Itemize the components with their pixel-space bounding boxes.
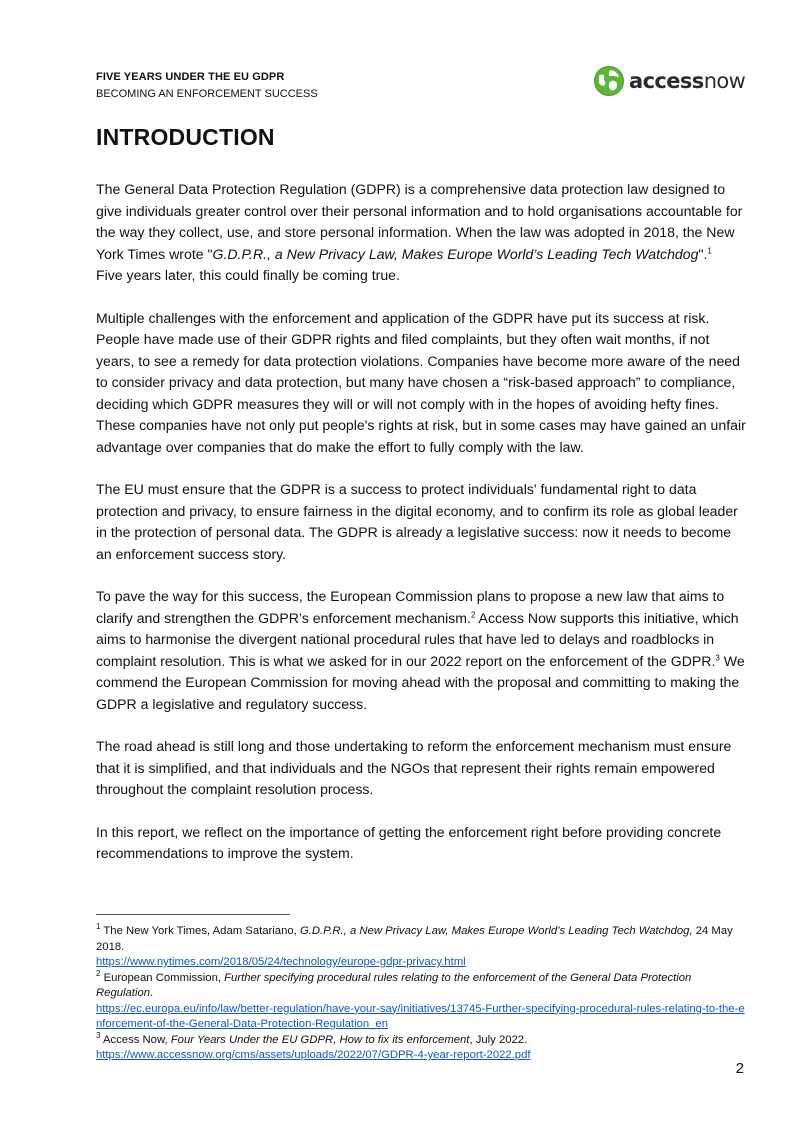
logo-wordmark xyxy=(629,69,745,93)
paragraph-2: Multiple challenges with the enforcement and application of the GDPR have put its success at risk. People have made use of their GDPR rights and filed complaints, but they often wait months, if not years, to see a remedy for data protection violations. Companies have become more aware of the need to consider privacy and data protection, but many have chosen a “risk-based approach” to compliance, deciding which GDPR measures they will or will not comply with in the hopes of avoiding hefty fines. These companies have not only put people's rights at risk, but in some cases may have gained an unfair advantage over companies that do make the effort to fully comply with the law. xyxy=(96,309,746,455)
paragraph-6: In this report, we reflect on the importance of getting the enforcement right before providing concrete recommendations to improve the system. xyxy=(96,823,722,861)
body-text xyxy=(96,179,746,886)
header-subtitle: BECOMING AN ENFORCEMENT SUCCESS xyxy=(96,88,318,100)
footnotes xyxy=(96,924,746,1064)
footnote-2: $^2$ European Commission, Further specifying procedural rules relating to the enforcement of the General Data Protection Regulation. https://ec.europa.eu/info/law/better-regulation/have-your-say/initiatives/13745-Further-specifying-procedural-rules-relating-to-the-enforcement-of-the-General-Data-Protection-Regulation_en xyxy=(96,968,745,1030)
page-title: INTRODUCTION xyxy=(96,124,275,150)
footnote-link-2[interactable]: https://ec.europa.eu/info/law/better-regulation/have-your-say/initiatives/13745-Further-specifying-procedural-rules-relating-to-the-enforcement-of-the-General-Data-Protection-Regulation_en xyxy=(96,1002,745,1030)
accessnow-logo xyxy=(593,63,753,99)
logo-text-bold: access xyxy=(629,69,704,93)
footnote-divider xyxy=(96,914,290,915)
paragraph-1: The General Data Protection Regulation (GDPR) is a comprehensive data protection law designed to give individuals greater control over their personal information and to hold organisations accountable for the way they collect, use, and store personal information. When the law was adopted in 2018, the New York Times wrote "G.D.P.R., a New Privacy Law, Makes Europe World’s Leading Tech Watchdog".$^1$ Five years later, this could finally be coming true. xyxy=(96,181,743,283)
running-header xyxy=(96,68,318,102)
paragraph-4: To pave the way for this success, the European Commission plans to propose a new law that aims to clarify and strengthen the GDPR’s enforcement mechanism.$^2$ Access Now supports this initiative, which aims to harmonise the divergent national procedural rules that have led to delays and roadblocks in complaint resolution. This is what we asked for in our 2022 report on the enforcement of the GDPR.$^3$ We commend the European Commission for moving ahead with the proposal and committing to making the GDPR a legislative and regulatory success. xyxy=(96,588,745,712)
footnote-1: $^1$ The New York Times, Adam Satariano, G.D.P.R., a New Privacy Law, Makes Europe World’s Leading Tech Watchdog, 24 May 2018. https://www.nytimes.com/2018/05/24/technology/europe-gdpr-privacy.html xyxy=(96,922,733,968)
footnote-ref-3[interactable]: 3 xyxy=(715,652,720,662)
footnote-link-1[interactable]: https://www.nytimes.com/2018/05/24/technology/europe-gdpr-privacy.html xyxy=(96,956,466,968)
footnote-link-3[interactable]: https://www.accessnow.org/cms/assets/uploads/2022/07/GDPR-4-year-report-2022.pdf xyxy=(96,1049,531,1061)
page-number: 2 xyxy=(735,1060,744,1077)
paragraph-5: The road ahead is still long and those undertaking to reform the enforcement mechanism must ensure that it is simplified, and that individuals and the NGOs that represent their rights remain empowered throughout the complaint resolution process. xyxy=(96,738,732,797)
paragraph-3: The EU must ensure that the GDPR is a success to protect individuals' fundamental right to data protection and privacy, to ensure fairness in the digital economy, and to confirm its role as global leader in the protection of personal data. The GDPR is already a legislative success: now it needs to become an enforcement success story. xyxy=(96,481,738,562)
globe-icon xyxy=(593,65,625,97)
logo-text-light: now xyxy=(703,69,746,93)
footnote-ref-1[interactable]: 1 xyxy=(707,245,712,255)
footnote-3: $^3$ Access Now, Four Years Under the EU GDPR, How to fix its enforcement, July 2022. https://www.accessnow.org/cms/assets/uploads/2022/07/GDPR-4-year-report-2022.pdf xyxy=(96,1030,531,1061)
footnote-ref-2[interactable]: 2 xyxy=(470,609,476,619)
header-title: FIVE YEARS UNDER THE EU GDPR xyxy=(96,71,285,83)
